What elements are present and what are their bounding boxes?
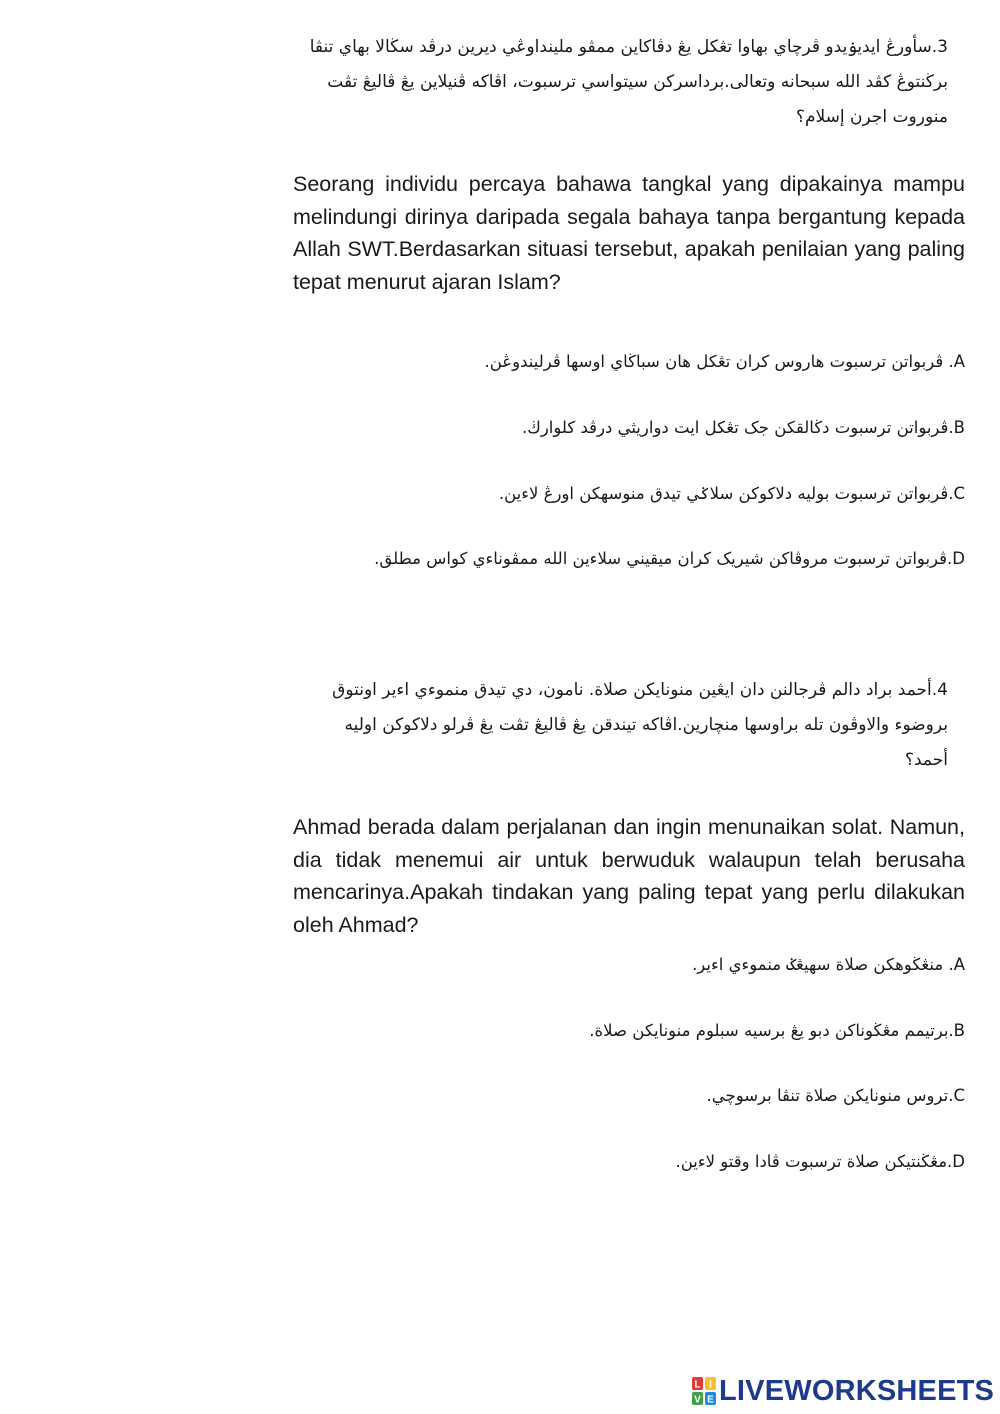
question-3-rumi: Seorang individu percaya bahawa tangkal yang dipakainya mampu melindungi dirinya daripada segala bahaya tanpa bergantung kepada Allah SWT.Berdasarkan situasi tersebut, apakah penilaian yang paling tepat menurut ajaran Islam? [293, 172, 965, 294]
liveworksheets-wordmark[interactable]: LIVEWORKSHEETS [719, 1375, 995, 1407]
question-3-jawi: 3.سأورڠ ايديۏيدو ڤرچاي بهاوا تڠكل يڠ دڤاكاين ممڤو ملينداوڠي ديرين درڤد سڬالا بهاي تنڤا برڬنتوڠ كڤد الله سبحانه وتعالى.برداسركن سيتواسي ترسبوت، اڤاكه ڤنيلاين يڠ ڤاليڠ تڤت منوروت اجرن إسلام؟ [309, 37, 948, 127]
question-3-option-a[interactable]: A. ڤربواتن ترسبوت هاروس كران تڠكل هان سباڬاي اوسها ڤرليندوڠن. [484, 352, 965, 371]
question-3-option-b[interactable]: B.ڤربواتن ترسبوت دڬالقكن جک تڠكل ايت دواريثي درڤد كلوارڬ. [521, 418, 965, 437]
question-4-rumi: Ahmad berada dalam perjalanan dan ingin menunaikan solat. Namun, dia tidak menemui air untuk berwuduk walaupun telah berusaha mencarinya.Apakah tindakan yang paling tepat yang perlu dilakukan oleh Ahmad? [293, 815, 965, 937]
liveworksheets-logo-icon [692, 1377, 716, 1405]
question-4-option-c[interactable]: C.تروس منونايكن صلاة تنڤا برسوچي. [706, 1086, 965, 1105]
svg-text:L: L [694, 1379, 701, 1391]
question-4-option-b[interactable]: B.برتيمم مڠڬوناكن دبو يڠ برسيه سبلوم منونايكن صلاة. [589, 1021, 965, 1040]
liveworksheets-brand [692, 1374, 994, 1408]
svg-text:I: I [709, 1379, 712, 1391]
question-3-option-c[interactable]: C.ڤربواتن ترسبوت بوليه دلاكوكن سلاݢي تيدق منوسهكن اورڠ لاءين. [498, 484, 965, 503]
question-4-option-a[interactable]: A. منڠڬوهكن صلاة سهيڠݢ منموءي اءير. [692, 955, 965, 974]
question-4-jawi: 4.أحمد براد دالم ڤرجالنن دان ايڠين منونايكن صلاة. نامون، دي تيدق منموءي اءير اونتوق بروضوء والاوڤون تله براوسها منچارين.اڤاكه تيندقن يڠ ڤاليڠ تڤت يڠ ڤرلو دلاكوكن اوليه أحمد؟ [332, 680, 948, 770]
question-4-option-d[interactable]: D.مڠڬنتيكن صلاة ترسبوت ڤادا وقتو لاءين. [675, 1152, 965, 1171]
svg-text:V: V [694, 1394, 701, 1405]
svg-text:E: E [707, 1394, 714, 1405]
question-3-option-d[interactable]: D.ڤربواتن ترسبوت مروڤاكن شيريک كران ميقيني سلاءين الله ممڤوناءي كواس مطلق. [374, 549, 965, 568]
